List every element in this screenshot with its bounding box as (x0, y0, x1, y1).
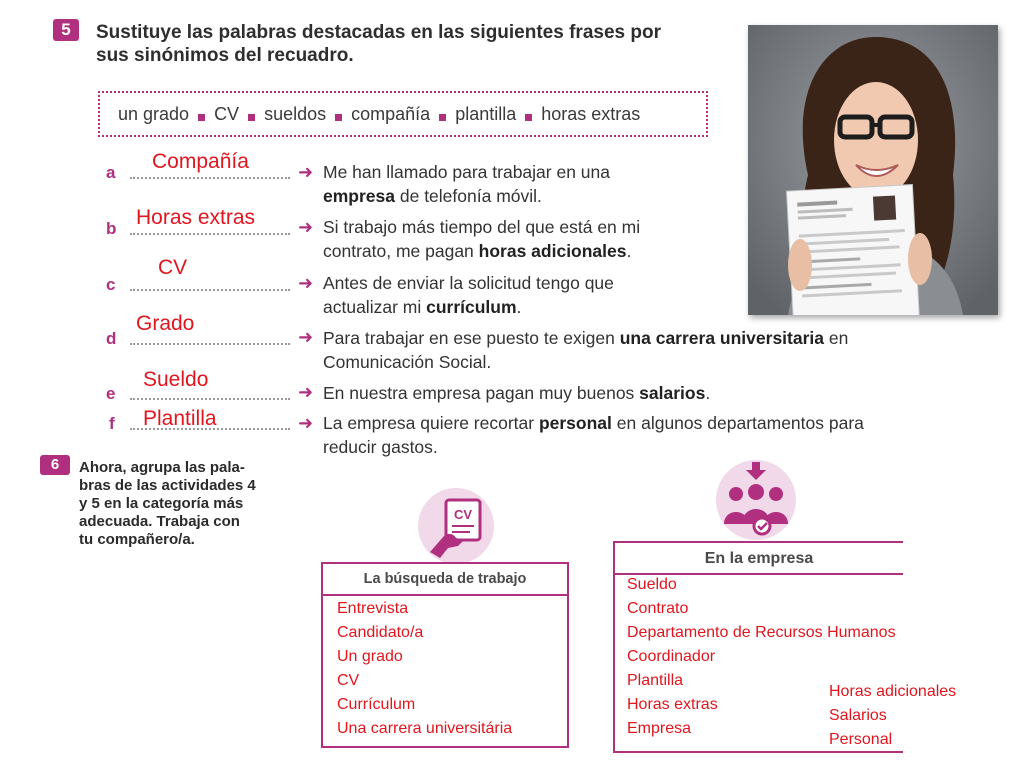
arrow-right-icon: ➜ (298, 413, 314, 433)
sentence-text: Antes de enviar la solicitud tengo que (323, 273, 614, 293)
woman-holding-cv-photo (748, 25, 998, 315)
arrow-right-icon: ➜ (298, 382, 314, 402)
item-letter: c (106, 275, 116, 294)
answer-blank (130, 343, 290, 345)
sentence-highlight: personal (538, 413, 612, 433)
sentence (323, 411, 963, 459)
sentence-text: actualizar mi (323, 297, 427, 317)
exercise-6-title-line: y 5 en la categoría más (79, 495, 244, 512)
answer-blank (130, 233, 290, 235)
item-letter: a (106, 163, 116, 182)
team-icon (716, 460, 796, 540)
word-bank-item: horas extras (541, 104, 641, 124)
sentence-text: La empresa quiere recortar (323, 413, 539, 433)
list-item[interactable]: Un grado (337, 648, 403, 665)
list-item[interactable]: Departamento de Recursos Humanos (627, 624, 896, 641)
list-item[interactable]: Sueldo (627, 576, 677, 593)
list-item[interactable]: Personal (829, 731, 893, 748)
exercise-6-title-line: bras de las actividades 4 (79, 477, 256, 494)
list-item[interactable]: Una carrera universitária (337, 720, 513, 737)
exercise-6-badge: 6 (40, 455, 70, 475)
bullet-square-icon (439, 114, 446, 121)
cv-hand-icon (418, 488, 494, 564)
sentence-text: . (705, 383, 711, 403)
sentence (323, 326, 943, 374)
sentence-text: . (626, 241, 632, 261)
sentence-text: Me han llamado para trabajar en una (323, 162, 610, 182)
sentence-text: Comunicación Social. (323, 352, 492, 372)
list-item[interactable]: Horas extras (627, 696, 718, 713)
item-letter: b (106, 219, 117, 238)
exercise-5-badge: 5 (53, 19, 79, 41)
exercise-5-title-line1: Sustituye las palabras destacadas en las siguientes frases por (96, 22, 661, 43)
sentence-text: contrato, me pagan (323, 241, 479, 261)
bullet-square-icon (525, 114, 532, 121)
answer-text[interactable]: Sueldo (143, 368, 209, 391)
word-bank-item: compañía (351, 104, 431, 124)
sentence-text: . (516, 297, 522, 317)
item-letter: e (106, 384, 116, 403)
list-item[interactable]: Coordinador (627, 648, 716, 665)
sentence-text: Si trabajo más tiempo del que está en mi (323, 217, 641, 237)
empresa-extra-list (829, 680, 956, 752)
list-item[interactable]: Horas adicionales (829, 683, 957, 700)
item-letter: d (106, 329, 117, 348)
word-bank (118, 104, 640, 125)
team-icon (716, 460, 796, 540)
list-item[interactable]: Contrato (627, 600, 689, 617)
bullet-square-icon (198, 114, 205, 121)
answer-text[interactable]: Plantilla (143, 407, 217, 430)
sentence-highlight: una carrera universitaria (619, 328, 825, 348)
word-bank-item: sueldos (264, 104, 327, 124)
arrow-right-icon: ➜ (298, 273, 314, 293)
sentence (323, 271, 614, 319)
busqueda-list (337, 597, 512, 741)
woman-holding-cv-photo (748, 25, 998, 315)
arrow-right-icon: ➜ (298, 327, 314, 347)
list-item[interactable]: Entrevista (337, 600, 409, 617)
list-item[interactable]: CV (337, 672, 360, 689)
sentence-highlight: currículum (426, 297, 517, 317)
sentence-highlight: empresa (323, 186, 395, 206)
exercise-5-title (96, 21, 716, 67)
list-item[interactable]: Plantilla (627, 672, 684, 689)
bullet-square-icon (335, 114, 342, 121)
sentence-text: en (824, 328, 849, 348)
answer-blank (130, 289, 290, 291)
answer-text[interactable]: CV (158, 256, 188, 279)
sentence-text: En nuestra empresa pagan muy buenos (323, 383, 640, 403)
list-item[interactable]: Empresa (627, 720, 692, 737)
sentence-text: Para trabajar en ese puesto te exigen (323, 328, 620, 348)
sentence (323, 215, 640, 263)
exercise-6-title-line: tu compañero/a. (79, 531, 195, 548)
sentence-text: de telefonía móvil. (395, 186, 542, 206)
sentence-text: en algunos departamentos para (611, 413, 864, 433)
answer-text[interactable]: Grado (136, 312, 195, 335)
answer-text[interactable]: Compañía (152, 150, 249, 173)
sentence-text: reducir gastos. (323, 437, 438, 457)
list-item[interactable]: Candidato/a (337, 624, 424, 641)
sentence-highlight: salarios (639, 383, 706, 403)
exercise-5-title-line2: sus sinónimos del recuadro. (96, 45, 354, 66)
answer-text[interactable]: Horas extras (136, 206, 256, 229)
sentence (323, 160, 610, 208)
answer-blank (130, 177, 290, 179)
word-bank-item: plantilla (455, 104, 517, 124)
busqueda-heading: La búsqueda de trabajo (323, 564, 567, 596)
exercise-6-title (79, 459, 279, 549)
bullet-square-icon (248, 114, 255, 121)
answer-blank (130, 398, 290, 400)
exercise-6-title-line: Ahora, agrupa las pala- (79, 459, 245, 476)
item-letter: f (109, 414, 115, 433)
arrow-right-icon: ➜ (298, 162, 314, 182)
arrow-right-icon: ➜ (298, 217, 314, 237)
list-item[interactable]: Currículum (337, 696, 416, 713)
exercise-6-title-line: adecuada. Trabaja con (79, 513, 240, 530)
empresa-heading: En la empresa (615, 543, 903, 575)
word-bank-item: un grado (118, 104, 190, 124)
word-bank-item: CV (214, 104, 240, 124)
cv-icon-label: CV (453, 507, 473, 522)
sentence (323, 381, 710, 405)
sentence-highlight: horas adicionales (478, 241, 627, 261)
cv-hand-icon (418, 488, 494, 564)
list-item[interactable]: Salarios (829, 707, 887, 724)
